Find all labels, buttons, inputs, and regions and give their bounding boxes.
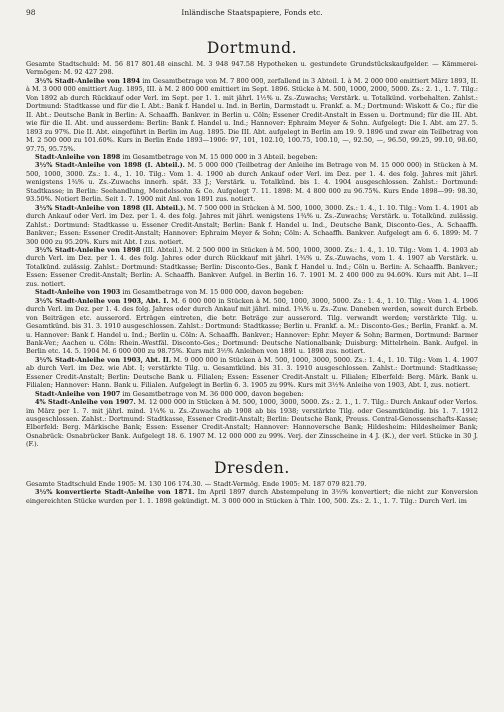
running-head: Inländische Staatspapiere, Fonds etc.	[181, 8, 323, 17]
section-title: Dortmund.	[206, 39, 298, 57]
paragraph	[26, 398, 478, 449]
paragraph-text: im Gesamtbetrage von M. 15 000 000, davon begeben:	[120, 288, 304, 297]
content	[26, 39, 478, 505]
bond-heading: 3½% Stadt-Anleihe von 1903, Abt. I.	[35, 296, 169, 305]
paragraph	[26, 288, 478, 296]
paragraph-text: (III. Abteil.). M. 2 500 000 in Stücken à M. 500, 1000, 3000. Zs.: 1. 4., 1. 10. Tilg.: Vom 1. 4. 1903 ab durch Verl. im Dez. per 1. 4. des folg. Jahres oder durch Rückkauf mit jährl. 1¾% u. Zs.-Zuwachs, vom 1. 4. 1907 ab Verstärk. u. Totalkünd. zulässig. Zahlst.: Dortmund: Stadtkasse; Berlin: Disconto-Ges., Bank f. Handel u. Ind.; Cöln u. Berlin: A. Schaaffh. Bankver.; Essen: Essener Credit-Anstalt; Berlin: A. Schaaffh. Bankver. Aufgel. in Berlin 16. 7. 1901 M. 2 400 000 zu 94.60%. Kurs mit Abt. I—II zus. notiert.	[26, 245, 478, 288]
bond-heading: Stadt-Anleihe von 1903	[35, 288, 121, 297]
paragraph-text: im Gesamtbetrage von M. 36 000 000, davon begeben:	[120, 389, 304, 398]
bond-heading: 4% Stadt-Anleihe von 1907.	[35, 398, 136, 407]
paragraph-text: M. 9 000 000 in Stücken à M. 500, 1000, 3000, 5000. Zs.: 1. 4., 1. 10. Tilg.: Vom 1. 4. 1907 ab durch Verl. im Dez. wie Abt. I; verstärkte Tilg. u. Gesamtkünd. bis 31. 3. 1910 ausgeschlossen. Zahlst.: Dortmund: Stadtkasse; Essener Credit-Anstalt; Berlin: Deutsche Bank u. Filialen; Essen: Essener Credit-Anstalt u. Filialen; Elberfeld: Berg. Märk. Bank u. Filialen; Hannover: Hann. Bank u. Filialen. Aufgelegt in Berlin 6. 3. 1905 zu 99%. Kurs mit 3½% Anleihe von 1903, Abt. I, zus. notiert.	[26, 355, 478, 390]
bond-heading: 3½% Stadt-Anleihe von 1894	[35, 76, 141, 85]
bond-heading: 3½% Stadt-Anleihe von 1898 (I. Abteil.).	[35, 161, 185, 170]
paragraph	[26, 161, 478, 203]
paragraph	[26, 77, 478, 153]
paragraph	[26, 390, 478, 398]
paragraph-text: Gesamte Stadtschuld: M. 56 817 801.48 einschl. M. 3 948 947.58 Hypotheken u. gestundete Grundstückskaufgelder. — Kämmerei-Vermögen: M. 92 427 298.	[26, 60, 478, 77]
paragraph	[26, 297, 478, 356]
paragraph-text: M. 12 000 000 in Stücken à M. 500, 1000, 3000, 5000. Zs.: 2. 1., 1. 7. Tilg.: Durch Ankauf oder Verlos. im März per 1. 7. mit jährl. mind. 1¼% u. Zs.-Zuwachs ab 1908 ab bis 1938; verstärkte Tilg. oder Gesamtkündig. bis 1. 7. 1912 ausgeschlossen. Zahlst.: Dortmund: Stadtkasse, Essener Credit-Anstalt; Berlin: Deutsche Bank, Preuss. Central-Genossenschafts-Kasse; Elberfeld: Berg. Märkische Bank; Essen: Essener Credit-Anstalt; Hannover: Hannoversche Bank; Hildesheim: Hildesheimer Bank; Osnabrück: Osnabrücker Bank. Aufgelegt 18. 6. 1907 M. 12 000 000 zu 99%. Verj. der Zinsscheine in 4 J. (K.), der verl. Stücke in 30 J. (F.).	[26, 398, 478, 449]
bond-heading: Stadt-Anleihe von 1898	[35, 152, 121, 161]
paragraph-text: M. 5 000 000 (Teilbetrag der Anleihe im Betrage von M. 15 000 000) in Stücken à M. 500, 1000, 3000. Zs.: 1. 4., 1. 10. Tilg.: Vom 1. 4. 1900 ab durch Ankauf oder Verl. im Dez. per 1. 4. des folg. Jahres mit jährl. wenigstens 1¾% u. Zs.-Zuwachs innerh. spät. 33 J.; Verstärk. u. Totalkünd. bis 1. 4. 1904 ausgeschlossen. Zahlst.: Dortmund: Stadtkasse; in Berlin: Seehandlung, Mendelssohn & Co. Aufgelegt 7. 11. 1898: M. 4 800 000 zu 96.75%. Kurs Ende 1898—99: 98.30, 93.50%. Notiert Berlin. Seit 1. 7. 1900 mit Anl. von 1891 zus. notiert.	[26, 161, 478, 204]
paragraph	[26, 204, 478, 246]
paragraph	[26, 356, 478, 390]
bond-heading: 3½% Stadt-Anleihe von 1898	[35, 245, 141, 254]
section-title: Dresden.	[214, 458, 290, 477]
paragraph	[26, 480, 478, 488]
paragraph-text: Im April 1897 durch Abstempelung in 3½% konvertiert; die nicht zur Konversion eingereichten Stücke wurden per 1. 1. 1898 gekündigt. M. 3 000 000 in Stücken à Thlr. 100, 500. Zs.: 2. 1., 1. 7. Tilg.: Durch Verl. im	[26, 488, 478, 505]
bond-heading: 3½% Stadt-Anleihe von 1903, Abt. II.	[35, 355, 172, 364]
bond-heading: 3½% konvertierte Stadt-Anleihe von 1871.	[35, 488, 195, 497]
paragraph	[26, 246, 478, 288]
paragraph	[26, 60, 478, 77]
paragraph-text: im Gesamtbetrage von M. 7 800 000, zerfallend in 3 Abteil. I. à M. 2 000 000 emittiert März 1893, II. à M. 3 000 000 emittiert Aug. 1895, III. à M. 2 800 000 emittiert im Sept. 1896. Stücke à M. 500, 1000, 2000, 5000. Zs.: 2. 1., 1. 7. Tilg.: Von 1892 ab durch Rückkauf oder Verl. im Sept. per 1. 1. mit jährl. 1½% u. Zs.-Zuwachs; Verstärk. u. Totalkünd. vorbehalten. Zahlst.: Dortmund: Stadtkasse und für die I. Abt.: Bank f. Handel u. Ind. in Berlin, Darmstadt u. Frankf. a. M.; Dortmund: Wiskott & Co.; für die II. Abt.: Deutsche Bank in Berlin: A. Schaaffh. Bankver. in Berlin u. Cöln; Essener Credit-Anstalt in Essen u. Dortmund; für die III. Abt. wie für die II. Abt. und ausserdem: Berlin: Bank f. Handel u. Ind.; Hannover: Ephraim Meyer & Sohn. Aufgelegt: Die I. Abt. am 27. 5. 1893 zu 97%. Die II. Abt. eingeführt in Berlin im Aug. 1895. Die III. Abt. aufgelegt in Berlin am 19. 9. 1896 und zwar ein Teilbetrag von M. 2 500 000 zu 101.60%. Kurs in Berlin Ende 1893—1906: 97, 101, 102.10, 100.75, 100.10, —, 92.50, —, 96.50, 99.25, 99.10, 98.60, 97.75, 95.75%.	[26, 76, 479, 153]
page-header	[26, 8, 478, 22]
paragraph-text: im Gesamtbetrage von M. 15 000 000 in 3 Abteil. begeben:	[120, 152, 318, 161]
paragraph-text: Gesamte Stadtschuld Ende 1905: M. 130 106 174.30. — Stadt-Vermög. Ende 1905: M. 187 079 821.79.	[26, 479, 367, 488]
paragraph	[26, 488, 478, 505]
paragraph-text: M. 6 000 000 in Stücken à M. 500, 1000, 3000, 5000. Zs.: 1. 4., 1. 10. Tilg.: Vom 1. 4. 1906 durch Verl. im Dez. per 1. 4. des folg. Jahres oder durch Ankauf mit jährl. mind. 1¾% u. Zs.-Zuw. Daneben werden, soweit durch Erbeb. von Beiträgen etc. ausserord. Erträgen eintreten, die betr. Beträge zur ausserord. Tilg. verwandt werden; verstärkte Tilg. u. Gesamtkünd. bis 31. 3. 1910 ausgeschlossen. Zahlst.: Dortmund: Stadtkasse; Berlin u. Frankf. a. M.: Disconto-Ges.; Berlin, Frankf. a. M. u. Hannover: Bank f. Handel u. Ind.; Berlin u. Cöln: A. Schaaffh. Bankver.; Hannover: Ephr. Meyer & Sohn; Barmen, Dortmund: Barmer Bank-Ver.; Aachen u. Cöln: Rhein.-Westfäl. Disconto-Ges.; Dortmund: Deutsche Nationalbank; Duisburg: Mittelrhein. Bank. Aufgel. in Berlin etc. 14. 5. 1904 M. 6 000 000 zu 98.75%. Kurs mit 3½% Anleihen von 1891 u. 1898 zus. notiert.	[26, 296, 479, 356]
page-number: 98	[26, 8, 36, 17]
bond-heading: Stadt-Anleihe von 1907	[35, 389, 121, 398]
paragraph-text: M. 7 500 000 in Stücken à M. 500, 1000, 3000. Zs.: 1. 4., 1. 10. Tilg.: Vom 1. 4. 1901 ab durch Ankauf oder Verl. im Dez. per 1. 4. des folg. Jahres mit jährl. wenigstens 1¾% u. Zs.-Zuwachs; Verstärk. u. Totalkünd. zulässig. Zahlst.: Dortmund: Stadtkasse u. Essener Credit-Anstalt; Berlin: Bank f. Handel u. Ind., Deutsche Bank, Disconto-Ges., A. Schaaffh. Bankver.; Essen: Essener Credit-Anstalt; Hannover: Ephraim Meyer & Sohn; Cöln: A. Schaaffh. Bankver. Aufgelegt am 6. 6. 1899: M. 7 300 000 zu 95.20%. Kurs mit Abt. I zus. notiert.	[26, 203, 478, 246]
bond-heading: 3½% Stadt-Anleihe von 1898 (II. Abteil.).	[35, 203, 186, 212]
